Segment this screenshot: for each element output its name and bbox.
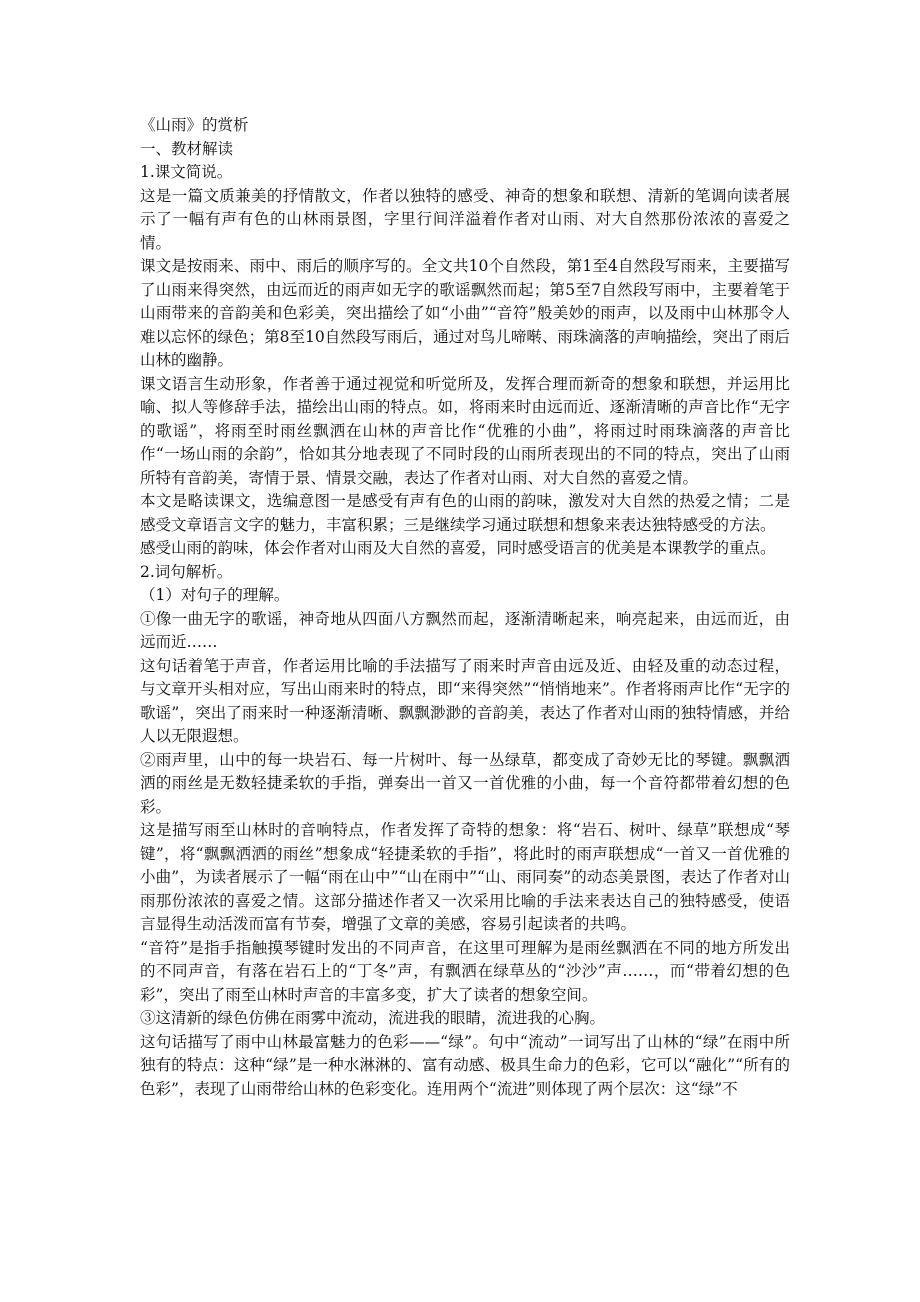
subsection-heading-2-1: （1）对句子的理解。 — [140, 586, 290, 604]
analysis-sentence-2: 这是描写雨至山林时的音响特点，作者发挥了奇特的想象：将“岩石、树叶、绿草”联想成“琴键”，将“飘飘洒洒的雨丝”想象成“轻捷柔软的手指”，将此时的雨声联想成“一首又一首优雅的小曲”，为读者展示了一幅“雨在山中”“山在雨中”“山、雨同奏”的动态美景图，表达了作者对山雨那份浓浓的喜爱之情。这部分描述作者又一次采用比喻的手法来表达自己的独特感受，使语言显得生动活泼而富有节奏，增强了文章的美感，容易引起读者的共鸣。 — [140, 821, 790, 933]
paragraph-intro: 这是一篇文质兼美的抒情散文，作者以独特的感受、神奇的想象和联想、清新的笔调向读者展示了一幅有声有色的山林雨景图，字里行间洋溢着作者对山雨、对大自然那份浓浓的喜爱之情。 — [140, 186, 790, 252]
paragraph-intent: 本文是略读课文，选编意图一是感受有声有色的山雨的韵味，激发对大自然的热爱之情；二是感受文章语言文字的魅力，丰富积累；三是继续学习通过联想和想象来表达独特感受的方法。 — [140, 492, 790, 534]
quote-sentence-3: ③这清新的绿色仿佛在雨雾中流动，流进我的眼睛，流进我的心胸。 — [140, 1009, 606, 1027]
paragraph-structure: 课文是按雨来、雨中、雨后的顺序写的。全文共10个自然段，第1至4自然段写雨来，主要描写了山雨来得突然，由远而近的雨声如无字的歌谣飘然而起；第5至7自然段写雨中，主要着笔于山雨带来的音韵美和色彩美，突出描绘了如“小曲”“音符”般美妙的雨声，以及雨中山林那令人难以忘怀的绿色；第8至10自然段写雨后，通过对鸟儿啼啭、雨珠滴落的声响描绘，突出了雨后山林的幽静。 — [140, 257, 790, 369]
paragraph-focus: 感受山雨的韵味，体会作者对山雨及大自然的喜爱，同时感受语言的优美是本课教学的重点。 — [140, 539, 776, 557]
analysis-sentence-3: 这句话描写了雨中山林最富魅力的色彩——“绿”。句中“流动”一词写出了山林的“绿”在雨中所独有的特点：这种“绿”是一种水淋淋的、富有动感、极具生命力的色彩，它可以“融化”“所有的色彩”，表现了山雨带给山林的色彩变化。连用两个“流进”则体现了两个层次：这“绿”不 — [140, 1032, 790, 1098]
subsection-heading-1: 1.课文简说。 — [140, 163, 233, 181]
quote-sentence-1: ①像一曲无字的歌谣，神奇地从四面八方飘然而起，逐渐清晰起来，响亮起来，由远而近，由远而近…… — [140, 609, 790, 651]
subsection-heading-2: 2.词句解析。 — [140, 562, 233, 581]
analysis-note-notes: “音符”是指手指触摸琴键时发出的不同声音，在这里可理解为是雨丝飘洒在不同的地方所发出的不同声音，有落在岩石上的“丁冬”声，有飘洒在绿草丛的“沙沙”声……，而“带着幻想的色彩”，突出了雨至山林时声音的丰富多变，扩大了读者的想象空间。 — [140, 938, 790, 1004]
section-heading-1: 一、教材解读 — [140, 139, 234, 158]
analysis-sentence-1: 这句话着笔于声音，作者运用比喻的手法描写了雨来时声音由远及近、由轻及重的动态过程，与文章开头相对应，写出山雨来时的特点，即“来得突然”“悄悄地来”。作者将雨声比作“无字的歌谣”，突出了雨来时一种逐渐清晰、飘飘渺渺的音韵美，表达了作者对山雨的独特情感，并给人以无限遐想。 — [140, 656, 790, 745]
quote-sentence-2: ②雨声里，山中的每一块岩石、每一片树叶、每一丛绿草，都变成了奇妙无比的琴键。飘飘洒洒的雨丝是无数轻捷柔软的手指，弹奏出一首又一首优雅的小曲，每一个音符都带着幻想的色彩。 — [140, 750, 790, 816]
document-body — [140, 114, 790, 1101]
document-title: 《山雨》的赏析 — [140, 116, 249, 134]
paragraph-language: 课文语言生动形象，作者善于通过视觉和听觉所及，发挥合理而新奇的想象和联想，并运用比喻、拟人等修辞手法，描绘出山雨的特点。如，将雨来时由远而近、逐渐清晰的声音比作“无字的歌谣”，将雨至时雨丝飘洒在山林的声音比作“优雅的小曲”，将雨过时雨珠滴落的声音比作“一场山雨的余韵”，恰如其分地表现了不同时段的山雨所表现出的不同的特点，突出了山雨所特有音韵美，寄情于景、情景交融，表达了作者对山雨、对大自然的喜爱之情。 — [140, 374, 790, 487]
